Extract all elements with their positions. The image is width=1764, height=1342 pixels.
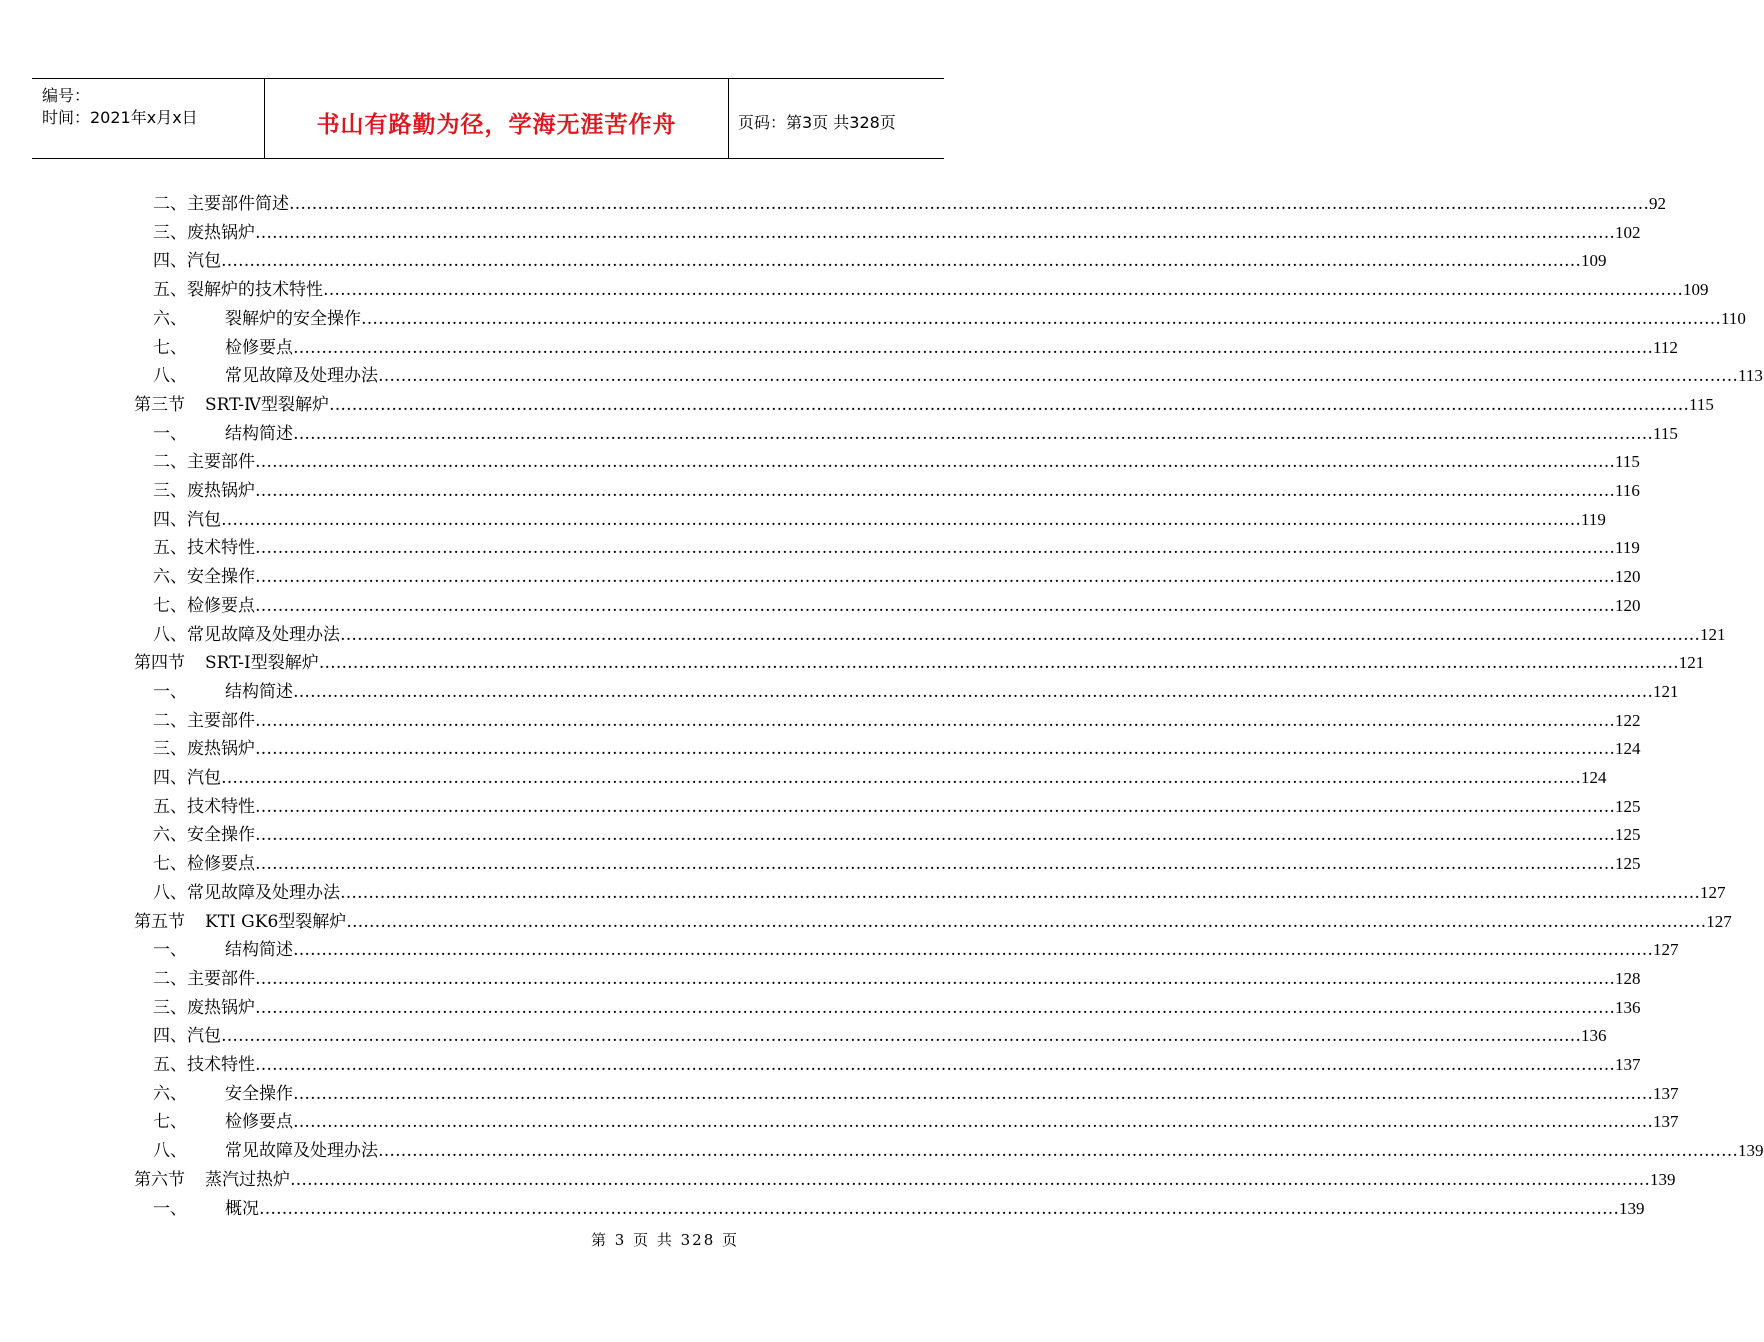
toc-entry-title: 主要部件 (187, 968, 255, 989)
toc-entry-row[interactable] (153, 621, 1726, 649)
toc-entry-row[interactable] (153, 247, 1607, 275)
toc-entry-row[interactable] (153, 592, 1641, 620)
toc-entry-page: 127 (1706, 911, 1732, 931)
toc-entry-title: 汽包 (187, 251, 221, 272)
toc-entry-row[interactable] (153, 965, 1641, 993)
toc-entry-row[interactable] (153, 1137, 1764, 1165)
toc-entry-title: 汽包 (187, 1026, 221, 1047)
toc-entry-row[interactable] (153, 764, 1607, 792)
toc-entry-title: 检修要点 (187, 854, 255, 875)
toc-entry-number: 二、 (153, 968, 187, 989)
toc-entry-page: 124 (1615, 739, 1641, 759)
toc-entry-row[interactable] (153, 219, 1641, 247)
toc-dot-leader: …………………………………………………………………………………………………………………………………………………………………………………………………………………… (255, 452, 1615, 473)
toc-entry-title: 技术特性 (187, 538, 255, 559)
toc-entry-page: 112 (1653, 337, 1678, 357)
toc-entry-title: 结构简述 (225, 423, 293, 444)
toc-entry-row[interactable] (153, 936, 1679, 964)
toc-section-row[interactable] (134, 649, 1705, 677)
toc-entry-number: 二、 (153, 710, 187, 731)
toc-entry-title: 常见故障及处理办法 (225, 1141, 378, 1162)
toc-entry-page: 120 (1615, 567, 1641, 587)
toc-dot-leader: …………………………………………………………………………………………………………………………………………………………………………………………………………………… (293, 423, 1653, 444)
toc-entry-page: 127 (1653, 940, 1679, 960)
toc-dot-leader: …………………………………………………………………………………………………………………………………………………………………………………………………………………… (255, 538, 1615, 559)
toc-dot-leader: …………………………………………………………………………………………………………………………………………………………………………………………………………………… (293, 1083, 1653, 1104)
toc-dot-leader: …………………………………………………………………………………………………………………………………………………………………………………………………………………… (293, 940, 1653, 961)
toc-entry-title: 安全操作 (187, 567, 255, 588)
toc-entry-row[interactable] (153, 1022, 1607, 1050)
toc-entry-title: 废热锅炉 (187, 997, 255, 1018)
toc-entry-page: 116 (1615, 481, 1640, 500)
toc-entry-number: 一、 (153, 681, 187, 702)
toc-entry-title: 主要部件 (187, 452, 255, 473)
toc-dot-leader: …………………………………………………………………………………………………………………………………………………………………………………………………………………… (293, 1112, 1653, 1133)
toc-entry-page: 109 (1581, 251, 1607, 271)
toc-entry-row[interactable] (153, 707, 1641, 735)
toc-entry-row[interactable] (153, 334, 1678, 362)
toc-dot-leader: …………………………………………………………………………………………………………………………………………………………………………………………………………………… (323, 280, 1683, 301)
toc-entry-row[interactable] (153, 678, 1679, 706)
toc-entry-page: 136 (1581, 1026, 1607, 1046)
toc-dot-leader: …………………………………………………………………………………………………………………………………………………………………………………………………………………… (255, 222, 1615, 243)
toc-entry-number: 三、 (153, 739, 187, 760)
toc-entry-page: 128 (1615, 968, 1641, 988)
toc-entry-number: 四、 (153, 1026, 187, 1047)
toc-dot-leader: …………………………………………………………………………………………………………………………………………………………………………………………………………………… (293, 681, 1653, 702)
page-header (32, 78, 944, 159)
toc-dot-leader: …………………………………………………………………………………………………………………………………………………………………………………………………………………… (289, 194, 1649, 214)
toc-entry-row[interactable] (153, 276, 1709, 304)
toc-entry-title: 主要部件简述 (187, 194, 289, 214)
toc-dot-leader: …………………………………………………………………………………………………………………………………………………………………………………………………………………… (255, 854, 1615, 875)
toc-entry-page: 120 (1615, 595, 1641, 615)
toc-entry-title: KTI GK6型裂解炉 (205, 911, 347, 932)
toc-entry-page: 125 (1615, 825, 1641, 845)
toc-entry-number: 七、 (153, 854, 187, 875)
toc-entry-number: 一、 (153, 423, 187, 444)
toc-entry-number: 三、 (153, 997, 187, 1018)
toc-entry-page: 121 (1653, 681, 1679, 701)
toc-entry-page: 121 (1678, 653, 1705, 673)
toc-entry-number: 八、 (153, 1141, 187, 1162)
toc-entry-title: 汽包 (187, 509, 221, 530)
toc-entry-title: 结构简述 (225, 940, 293, 961)
toc-entry-number: 五、 (153, 796, 187, 817)
toc-dot-leader: …………………………………………………………………………………………………………………………………………………………………………………………………………………… (221, 509, 1581, 530)
toc-dot-leader: …………………………………………………………………………………………………………………………………………………………………………………………………………………… (361, 308, 1721, 329)
toc-entry-title: 废热锅炉 (187, 222, 255, 243)
toc-entry-number: 四、 (153, 509, 187, 530)
toc-entry-title: 裂解炉的技术特性 (187, 280, 323, 301)
toc-entry-number: 七、 (153, 1112, 187, 1133)
toc-entry-title: 常见故障及处理办法 (225, 366, 378, 387)
toc-entry-row[interactable] (153, 1051, 1641, 1079)
toc-entry-page: 113 (1738, 366, 1763, 386)
toc-entry-title: 汽包 (187, 768, 221, 788)
toc-entry-title: 技术特性 (187, 1055, 255, 1075)
toc-entry-page: 110 (1721, 308, 1746, 328)
toc-entry-title: 检修要点 (225, 1112, 293, 1133)
toc-dot-leader: …………………………………………………………………………………………………………………………………………………………………………………………………………………… (221, 1026, 1581, 1047)
toc-entry-title: SRT-I型裂解炉 (205, 653, 319, 674)
toc-entry-title: 检修要点 (187, 595, 255, 616)
toc-entry-row[interactable] (153, 735, 1641, 763)
document-time-label: 时间：2021年x月x日 (42, 108, 198, 127)
toc-entry-number: 八、 (153, 882, 187, 903)
toc-entry-number: 三、 (153, 222, 187, 243)
toc-dot-leader: …………………………………………………………………………………………………………………………………………………………………………………………………………………… (255, 567, 1615, 588)
toc-entry-row[interactable] (153, 994, 1641, 1022)
toc-dot-leader: …………………………………………………………………………………………………………………………………………………………………………………………………………………… (340, 882, 1700, 903)
toc-entry-row[interactable] (153, 305, 1746, 333)
toc-entry-row[interactable] (153, 879, 1726, 907)
toc-entry-row[interactable] (153, 190, 1666, 218)
toc-entry-title: 安全操作 (225, 1083, 293, 1104)
toc-entry-number: 六、 (153, 1083, 187, 1104)
toc-entry-page: 109 (1683, 280, 1709, 300)
toc-dot-leader: …………………………………………………………………………………………………………………………………………………………………………………………………………………… (255, 595, 1615, 616)
toc-entry-number: 五、 (153, 538, 187, 559)
toc-entry-number: 第六节 (134, 1169, 185, 1190)
toc-entry-title: 技术特性 (187, 796, 255, 817)
toc-entry-page: 115 (1689, 394, 1714, 414)
toc-entry-page: 137 (1615, 1055, 1641, 1074)
toc-entry-row[interactable] (153, 850, 1641, 878)
toc-entry-title: 主要部件 (187, 710, 255, 731)
header-page-cell (728, 79, 944, 158)
toc-entry-page: 119 (1581, 509, 1606, 529)
toc-dot-leader: …………………………………………………………………………………………………………………………………………………………………………………………………………………… (340, 624, 1700, 645)
toc-dot-leader: …………………………………………………………………………………………………………………………………………………………………………………………………………………… (221, 768, 1581, 788)
toc-entry-number: 五、 (153, 280, 187, 301)
toc-dot-leader: …………………………………………………………………………………………………………………………………………………………………………………………………………………… (255, 481, 1615, 501)
toc-dot-leader: …………………………………………………………………………………………………………………………………………………………………………………………………………………… (293, 337, 1653, 358)
toc-entry-title: 结构简述 (225, 681, 293, 702)
toc-entry-page: 127 (1700, 882, 1726, 902)
toc-entry-title: 废热锅炉 (187, 481, 255, 501)
toc-entry-page: 125 (1615, 796, 1641, 816)
toc-entry-number: 七、 (153, 337, 187, 358)
toc-entry-row[interactable] (153, 1108, 1679, 1136)
toc-entry-title: 裂解炉的安全操作 (225, 308, 361, 329)
toc-entry-page: 139 (1738, 1141, 1764, 1161)
toc-entry-row[interactable] (153, 420, 1678, 448)
toc-entry-row[interactable] (153, 477, 1640, 505)
toc-entry-number: 四、 (153, 251, 187, 272)
toc-entry-title: 检修要点 (225, 337, 293, 358)
toc-dot-leader: …………………………………………………………………………………………………………………………………………………………………………………………………………………… (255, 739, 1615, 760)
toc-entry-title: 概况 (225, 1198, 259, 1219)
toc-section-row[interactable] (134, 391, 1714, 419)
toc-dot-leader: …………………………………………………………………………………………………………………………………………………………………………………………………………………… (255, 825, 1615, 846)
toc-entry-page: 115 (1615, 452, 1640, 472)
toc-entry-number: 五、 (153, 1055, 187, 1075)
toc-entry-row[interactable] (153, 1195, 1645, 1223)
toc-entry-title: SRT-Ⅳ型裂解炉 (205, 394, 330, 415)
toc-entry-number: 第四节 (134, 653, 185, 674)
toc-entry-page: 115 (1653, 423, 1678, 443)
toc-dot-leader: …………………………………………………………………………………………………………………………………………………………………………………………………………………… (259, 1198, 1619, 1219)
toc-entry-page: 124 (1581, 768, 1607, 787)
toc-entry-row[interactable] (153, 362, 1763, 390)
header-info-cell (32, 79, 264, 158)
toc-entry-page: 121 (1700, 624, 1726, 644)
toc-dot-leader: …………………………………………………………………………………………………………………………………………………………………………………………………………………… (255, 1055, 1615, 1075)
toc-entry-row[interactable] (153, 534, 1640, 562)
toc-entry-number: 二、 (153, 452, 187, 473)
toc-entry-page: 139 (1619, 1198, 1645, 1218)
toc-dot-leader: …………………………………………………………………………………………………………………………………………………………………………………………………………………… (346, 911, 1707, 932)
toc-entry-page: 122 (1615, 710, 1641, 730)
toc-entry-row[interactable] (153, 506, 1606, 534)
toc-entry-number: 四、 (153, 768, 187, 788)
toc-dot-leader: …………………………………………………………………………………………………………………………………………………………………………………………………………………… (221, 251, 1581, 272)
toc-entry-number: 三、 (153, 481, 187, 501)
toc-entry-number: 一、 (153, 940, 187, 961)
toc-entry-number: 一、 (153, 1198, 187, 1219)
toc-dot-leader: …………………………………………………………………………………………………………………………………………………………………………………………………………………… (329, 394, 1690, 415)
toc-dot-leader: …………………………………………………………………………………………………………………………………………………………………………………………………………………… (318, 653, 1679, 674)
toc-dot-leader: …………………………………………………………………………………………………………………………………………………………………………………………………………………… (255, 796, 1615, 817)
toc-entry-page: 139 (1650, 1169, 1676, 1189)
toc-entry-row[interactable] (153, 448, 1640, 476)
toc-dot-leader: …………………………………………………………………………………………………………………………………………………………………………………………………………………… (290, 1169, 1650, 1190)
toc-entry-title: 安全操作 (187, 825, 255, 846)
page-footer: 第 3 页 共 328 页 (591, 1231, 740, 1249)
toc-dot-leader: …………………………………………………………………………………………………………………………………………………………………………………………………………………… (255, 997, 1615, 1018)
toc-entry-number: 二、 (153, 194, 187, 214)
toc-entry-title: 蒸汽过热炉 (205, 1169, 290, 1190)
toc-entry-number: 七、 (153, 595, 187, 616)
toc-entry-row[interactable] (153, 793, 1641, 821)
toc-section-row[interactable] (134, 908, 1732, 936)
header-motto: 书山有路勤为径，学海无涯苦作舟 (316, 112, 677, 138)
toc-entry-row[interactable] (153, 563, 1641, 591)
toc-entry-number: 六、 (153, 308, 187, 329)
header-motto-cell (264, 79, 729, 158)
toc-entry-page: 119 (1615, 538, 1640, 558)
toc-entry-page: 102 (1615, 222, 1641, 242)
toc-entry-page: 92 (1649, 194, 1666, 213)
toc-entry-number: 第五节 (134, 911, 185, 932)
toc-entry-number: 六、 (153, 825, 187, 846)
toc-entry-number: 第三节 (134, 394, 185, 415)
toc-entry-title: 常见故障及处理办法 (187, 882, 340, 903)
toc-entry-row[interactable] (153, 821, 1641, 849)
toc-entry-number: 八、 (153, 366, 187, 387)
toc-dot-leader: …………………………………………………………………………………………………………………………………………………………………………………………………………………… (378, 1141, 1738, 1162)
toc-entry-title: 常见故障及处理办法 (187, 624, 340, 645)
toc-entry-title: 废热锅炉 (187, 739, 255, 760)
toc-entry-page: 137 (1653, 1112, 1679, 1132)
header-page-info: 页码：第3页 共328页 (738, 113, 896, 132)
toc-entry-number: 六、 (153, 567, 187, 588)
toc-entry-page: 125 (1615, 854, 1641, 874)
toc-entry-page: 136 (1615, 997, 1641, 1017)
toc-entry-number: 八、 (153, 624, 187, 645)
toc-entry-page: 137 (1653, 1083, 1679, 1103)
toc-section-row[interactable] (134, 1166, 1676, 1194)
document-number-label: 编号： (42, 86, 91, 105)
toc-dot-leader: …………………………………………………………………………………………………………………………………………………………………………………………………………………… (255, 968, 1615, 989)
toc-entry-row[interactable] (153, 1080, 1679, 1108)
toc-dot-leader: …………………………………………………………………………………………………………………………………………………………………………………………………………………… (255, 710, 1615, 731)
toc-dot-leader: …………………………………………………………………………………………………………………………………………………………………………………………………………………… (378, 366, 1738, 387)
